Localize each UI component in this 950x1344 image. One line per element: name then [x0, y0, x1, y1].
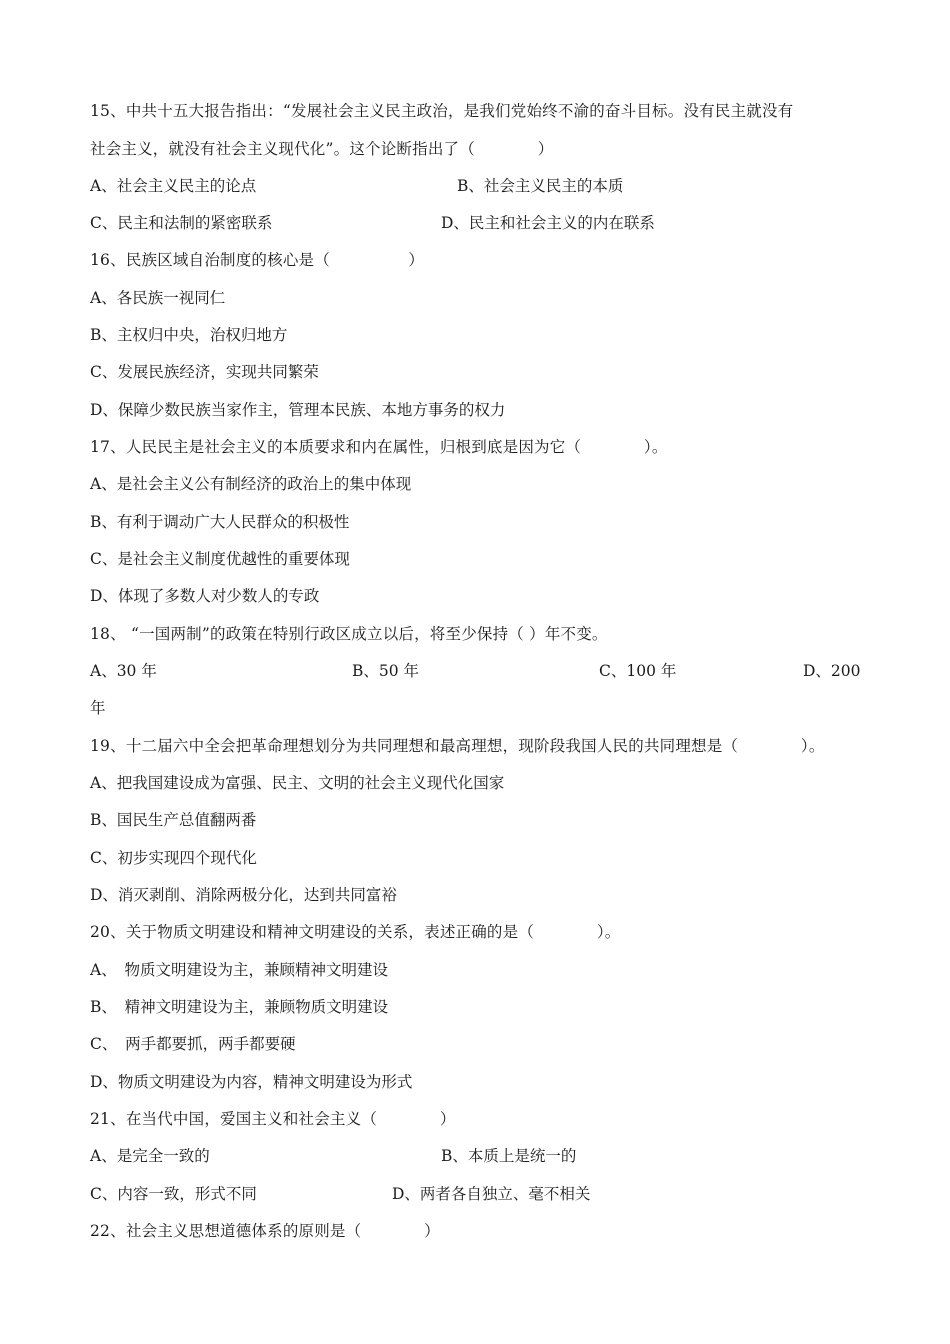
question-18-stem: 18、 “一国两制”的政策在特别行政区成立以后，将至少保持（ ）年不变。 — [90, 625, 608, 643]
question-18-options-row — [90, 658, 860, 684]
question-20-stem: 20、关于物质文明建设和精神文明建设的关系，表述正确的是（ ）。 — [90, 923, 621, 941]
question-16-option-d: D、保障少数民族当家作主，管理本民族、本地方事务的权力 — [90, 401, 506, 419]
question-20-option-a: A、 物质文明建设为主，兼顾精神文明建设 — [90, 961, 388, 979]
question-21-option-c: C、内容一致，形式不同 — [90, 1185, 257, 1203]
question-18-option-b: B、50 年 — [352, 662, 420, 680]
question-15-option-d: D、民主和社会主义的内在联系 — [441, 214, 655, 232]
question-21-option-b: B、本质上是统一的 — [441, 1147, 577, 1165]
question-18-option-a: A、30 年 — [90, 662, 157, 680]
question-16-stem: 16、民族区域自治制度的核心是（ ） — [90, 251, 425, 269]
question-19-option-d: D、消灭剥削、消除两极分化，达到共同富裕 — [90, 886, 397, 904]
question-22-stem: 22、社会主义思想道德体系的原则是（ ） — [90, 1222, 440, 1240]
question-15-stem-line-1: 15、中共十五大报告指出：“发展社会主义民主政治，是我们党始终不渝的奋斗目标。没有民主就没有 — [90, 102, 794, 120]
question-15-option-a: A、社会主义民主的论点 — [90, 177, 257, 195]
question-20-option-c: C、 两手都要抓，两手都要硬 — [90, 1035, 296, 1053]
question-19-option-b: B、国民生产总值翻两番 — [90, 811, 257, 829]
question-21-option-a: A、是完全一致的 — [90, 1147, 210, 1165]
question-15-options-row-1 — [90, 173, 890, 199]
question-15-option-c: C、民主和法制的紧密联系 — [90, 214, 273, 232]
question-19-option-c: C、初步实现四个现代化 — [90, 849, 257, 867]
question-17-stem: 17、人民民主是社会主义的本质要求和内在属性，归根到底是因为它（ ）。 — [90, 438, 668, 456]
question-21-stem: 21、在当代中国，爱国主义和社会主义（ ） — [90, 1110, 456, 1128]
question-17-option-b: B、有利于调动广大人民群众的积极性 — [90, 513, 350, 531]
question-21-options-row-2 — [90, 1181, 890, 1207]
question-19-option-a: A、把我国建设成为富强、民主、文明的社会主义现代化国家 — [90, 774, 505, 792]
question-15-stem-line-2: 社会主义，就没有社会主义现代化”。这个论断指出了（ ） — [90, 140, 554, 158]
question-18-option-d-wrap: 年 — [90, 699, 106, 717]
question-19-stem: 19、十二届六中全会把革命理想划分为共同理想和最高理想，现阶段我国人民的共同理想是（ ）。 — [90, 737, 825, 755]
question-16-option-c: C、发展民族经济，实现共同繁荣 — [90, 363, 319, 381]
question-18-option-d: D、200 — [803, 662, 861, 680]
question-21-options-row-1 — [90, 1143, 890, 1169]
question-15-options-row-2 — [90, 210, 890, 236]
question-20-option-d: D、物质文明建设为内容，精神文明建设为形式 — [90, 1073, 413, 1091]
question-17-option-c: C、是社会主义制度优越性的重要体现 — [90, 550, 350, 568]
question-21-option-d: D、两者各自独立、毫不相关 — [392, 1185, 591, 1203]
question-18-option-c: C、100 年 — [599, 662, 677, 680]
question-16-option-b: B、主权归中央，治权归地方 — [90, 326, 288, 344]
question-20-option-b: B、 精神文明建设为主，兼顾物质文明建设 — [90, 998, 389, 1016]
question-16-option-a: A、各民族一视同仁 — [90, 289, 226, 307]
question-17-option-d: D、体现了多数人对少数人的专政 — [90, 587, 320, 605]
question-15-option-b: B、社会主义民主的本质 — [457, 177, 624, 195]
question-17-option-a: A、是社会主义公有制经济的政治上的集中体现 — [90, 475, 412, 493]
